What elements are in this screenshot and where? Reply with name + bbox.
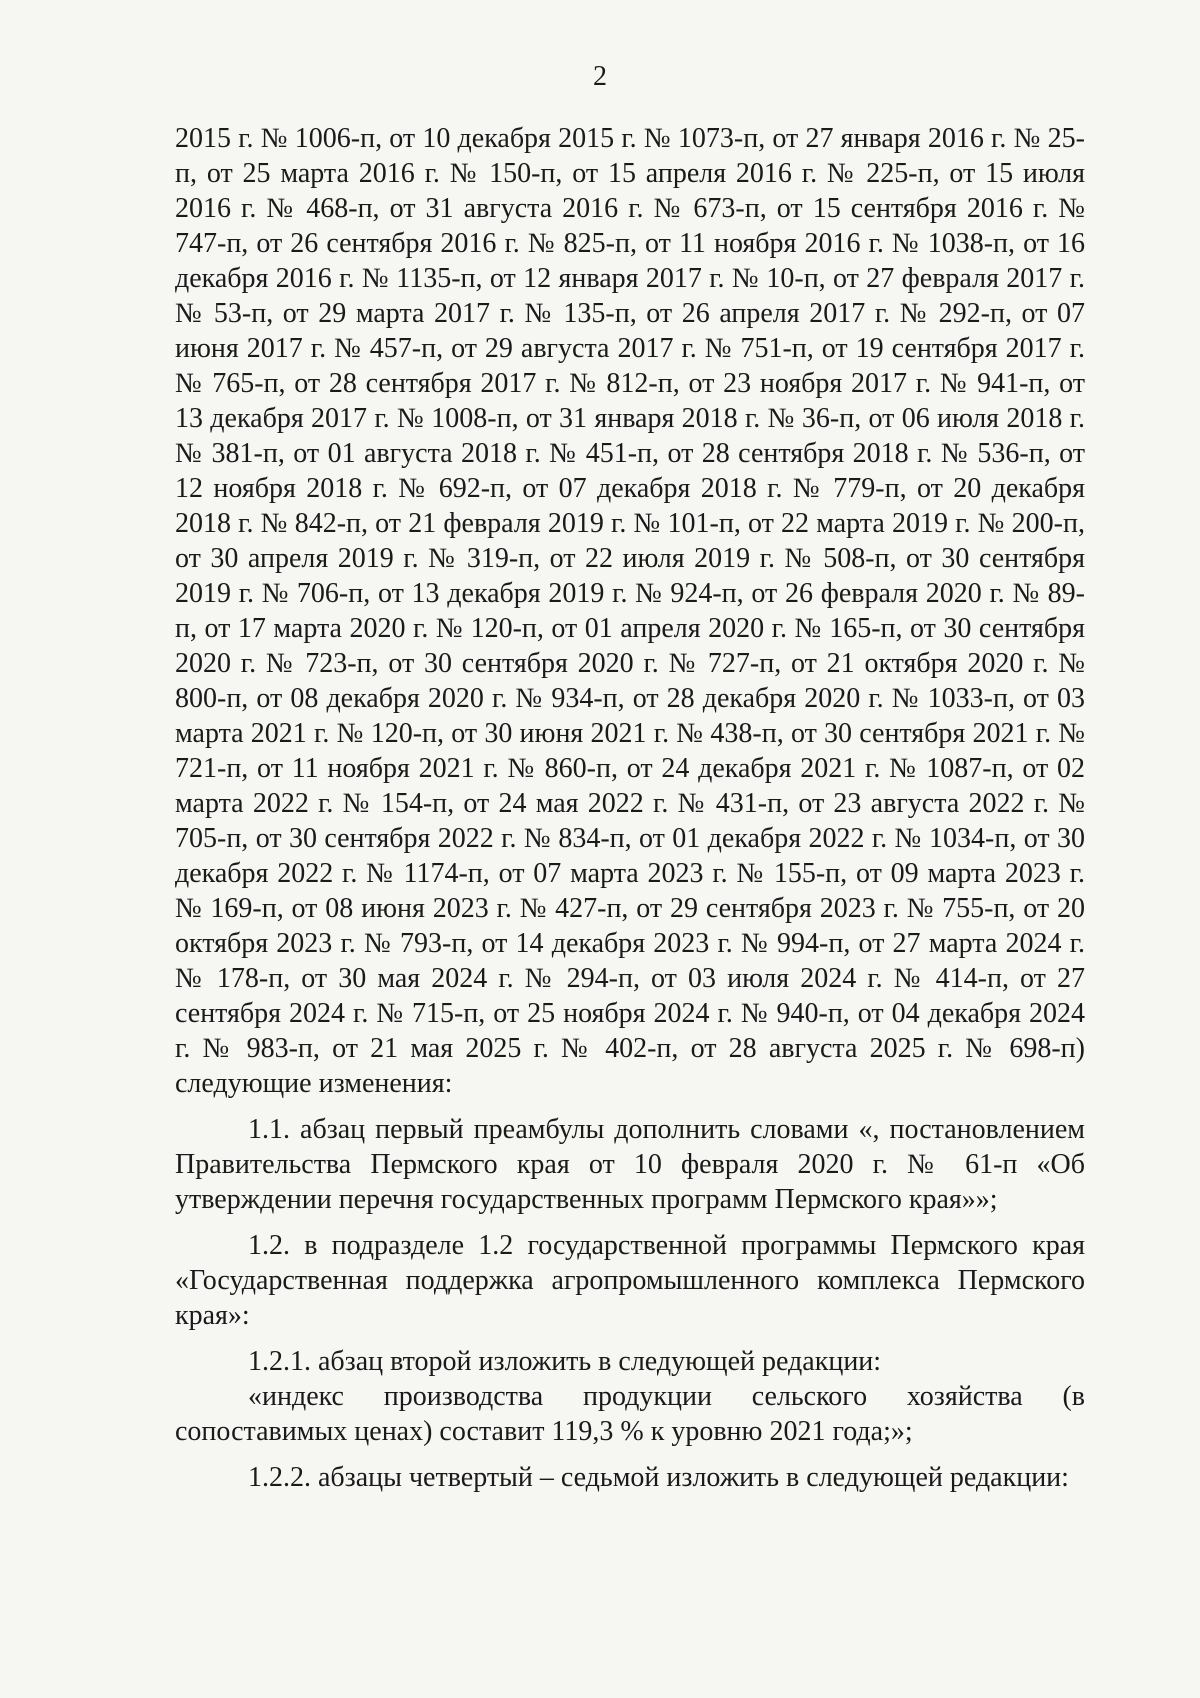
paragraph-item-1-1: 1.1. абзац первый преамбулы дополнить словами «, постановлением Правительства Пермского края от 10 февраля 2020 г. № 61-п «Об утверждении перечня государственных программ Пермского края»»; (175, 1114, 1085, 1215)
paragraph-item-1-2: 1.2. в подразделе 1.2 государственной программы Пермского края «Государственная поддержка агропромышленного комплекса Пермского края»: (175, 1230, 1085, 1331)
paragraph-amendments-list: 2015 г. № 1006-п, от 10 декабря 2015 г. № 1073-п, от 27 января 2016 г. № 25-п, от 25 марта 2016 г. № 150-п, от 15 апреля 2016 г. № 225-п, от 15 июля 2016 г. № 468-п, от 31 августа 2016 г. № 673-п, от 15 сентября 2016 г. № 747-п, от 26 сентября 2016 г. № 825-п, от 11 ноября 2016 г. № 1038-п, от 16 декабря 2016 г. № 1135-п, от 12 января 2017 г. № 10-п, от 27 февраля 2017 г. № 53-п, от 29 марта 2017 г. № 135-п, от 26 апреля 2017 г. № 292-п, от 07 июня 2017 г. № 457-п, от 29 августа 2017 г. № 751-п, от 19 сентября 2017 г. № 765-п, от 28 сентября 2017 г. № 812-п, от 23 ноября 2017 г. № 941-п, от 13 декабря 2017 г. № 1008-п, от 31 января 2018 г. № 36-п, от 06 июля 2018 г. № 381-п, от 01 августа 2018 г. № 451-п, от 28 сентября 2018 г. № 536-п, от 12 ноября 2018 г. № 692-п, от 07 декабря 2018 г. № 779-п, от 20 декабря 2018 г. № 842-п, от 21 февраля 2019 г. № 101-п, от 22 марта 2019 г. № 200-п, от 30 апреля 2019 г. № 319-п, от 22 июля 2019 г. № 508-п, от 30 сентября 2019 г. № 706-п, от 13 декабря 2019 г. № 924-п, от 26 февраля 2020 г. № 89-п, от 17 марта 2020 г. № 120-п, от 01 апреля 2020 г. № 165-п, от 30 сентября 2020 г. № 723-п, от 30 сентября 2020 г. № 727-п, от 21 октября 2020 г. № 800-п, от 08 декабря 2020 г. № 934-п, от 28 декабря 2020 г. № 1033-п, от 03 марта 2021 г. № 120-п, от 30 июня 2021 г. № 438-п, от 30 сентября 2021 г. № 721-п, от 11 ноября 2021 г. № 860-п, от 24 декабря 2021 г. № 1087-п, от 02 марта 2022 г. № 154-п, от 24 мая 2022 г. № 431-п, от 23 августа 2022 г. № 705-п, от 30 сентября 2022 г. № 834-п, от 01 декабря 2022 г. № 1034-п, от 30 декабря 2022 г. № 1174-п, от 07 марта 2023 г. № 155-п, от 09 марта 2023 г. № 169-п, от 08 июня 2023 г. № 427-п, от 29 сентября 2023 г. № 755-п, от 20 октября 2023 г. № 793-п, от 14 декабря 2023 г. № 994-п, от 27 марта 2024 г. № 178-п, от 30 мая 2024 г. № 294-п, от 03 июля 2024 г. № 414-п, от 27 сентября 2024 г. № 715-п, от 25 ноября 2024 г. № 940-п, от 04 декабря 2024 г. № 983-п, от 21 мая 2025 г. № 402-п, от 28 августа 2025 г. № 698-п) следующие изменения: (175, 123, 1085, 1099)
paragraph-item-1-2-1: 1.2.1. абзац второй изложить в следующей редакции: (248, 1346, 882, 1377)
paragraph-item-1-2-2: 1.2.2. абзацы четвертый – седьмой изложить в следующей редакции: (248, 1462, 1069, 1493)
paragraph-quoted-text: «индекс производства продукции сельского хозяйства (в сопоставимых ценах) составит 119,3 % к уровню 2021 года;»; (175, 1381, 1085, 1447)
page-number: 2 (593, 61, 607, 92)
document-body (175, 121, 1085, 1495)
